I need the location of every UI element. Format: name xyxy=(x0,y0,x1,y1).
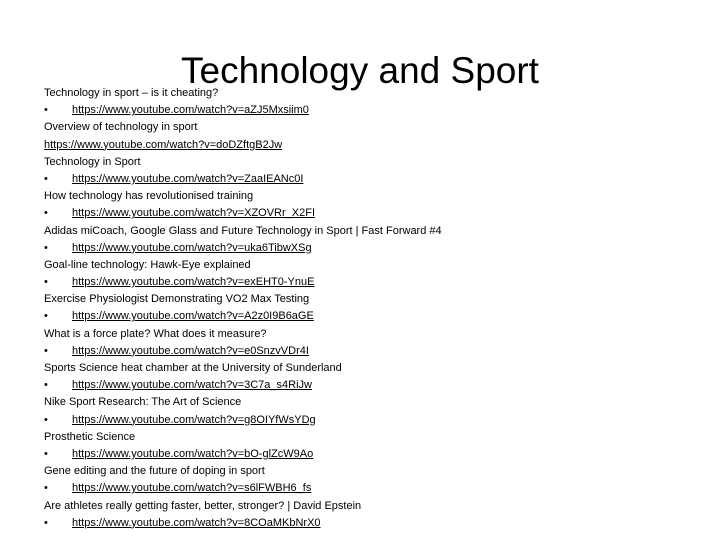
youtube-link[interactable]: https://www.youtube.com/watch?v=exEHT0-YnuE xyxy=(72,276,315,289)
video-title: Nike Sport Research: The Art of Science xyxy=(44,396,242,409)
video-link-row xyxy=(44,412,704,429)
video-title: Gene editing and the future of doping in sport xyxy=(44,465,265,478)
youtube-link[interactable]: https://www.youtube.com/watch?v=ZaaIEANc0I xyxy=(72,172,304,185)
video-link-row xyxy=(44,274,704,291)
bullet-icon: • xyxy=(44,104,48,117)
bullet-icon: • xyxy=(44,379,48,392)
video-title: Exercise Physiologist Demonstrating VO2 Max Testing xyxy=(44,293,310,306)
youtube-link[interactable]: https://www.youtube.com/watch?v=g8OIYfWsYDg xyxy=(72,413,316,426)
video-link-row xyxy=(44,308,704,325)
youtube-link[interactable]: https://www.youtube.com/watch?v=bO-glZcW9Ao xyxy=(72,447,314,460)
youtube-link[interactable]: https://www.youtube.com/watch?v=3C7a_s4RiJw xyxy=(72,379,312,392)
bullet-icon: • xyxy=(44,276,48,289)
content-body xyxy=(44,85,704,532)
video-title: How technology has revolutionised training xyxy=(44,190,254,203)
youtube-link[interactable]: https://www.youtube.com/watch?v=XZOVRr_X2FI xyxy=(72,207,316,220)
slide-title: Technology and Sport xyxy=(181,49,539,91)
youtube-link[interactable]: https://www.youtube.com/watch?v=uka6TibwXSg xyxy=(72,241,312,254)
video-link-row xyxy=(44,377,704,394)
video-link-row xyxy=(44,137,704,154)
bullet-icon: • xyxy=(44,241,48,254)
video-link-row xyxy=(44,446,704,463)
youtube-link[interactable]: https://www.youtube.com/watch?v=e0SnzvVDr4I xyxy=(72,344,309,357)
bullet-icon: • xyxy=(44,516,48,529)
video-title: Overview of technology in sport xyxy=(44,121,198,134)
video-title: Technology in Sport xyxy=(44,155,141,168)
video-link-row xyxy=(44,205,704,222)
video-title: Goal-line technology: Hawk-Eye explained xyxy=(44,258,251,271)
video-link-row xyxy=(44,515,704,532)
bullet-icon: • xyxy=(44,207,48,220)
video-title: Adidas miCoach, Google Glass and Future Technology in Sport | Fast Forward #4 xyxy=(44,224,442,237)
youtube-link[interactable]: https://www.youtube.com/watch?v=doDZftgB2Jw xyxy=(44,138,283,151)
video-link-row xyxy=(44,240,704,257)
video-title: What is a force plate? What does it measure? xyxy=(44,327,267,340)
video-title: Technology in sport – is it cheating? xyxy=(44,87,219,99)
video-title: Sports Science heat chamber at the University of Sunderland xyxy=(44,362,342,374)
video-link-row xyxy=(44,102,704,119)
video-title: Are athletes really getting faster, better, stronger? | David Epstein xyxy=(44,499,362,512)
bullet-icon: • xyxy=(44,482,48,495)
bullet-icon: • xyxy=(44,413,48,426)
video-link-row xyxy=(44,171,704,188)
youtube-link[interactable]: https://www.youtube.com/watch?v=s6lFWBH6_fs xyxy=(72,482,312,495)
video-title: Prosthetic Science xyxy=(44,430,136,443)
bullet-icon: • xyxy=(44,447,48,460)
bullet-icon: • xyxy=(44,172,48,185)
video-link-row xyxy=(44,480,704,497)
bullet-icon: • xyxy=(44,310,48,323)
youtube-link[interactable]: https://www.youtube.com/watch?v=aZJ5Mxsiim0 xyxy=(72,104,309,117)
bullet-icon: • xyxy=(44,344,48,357)
youtube-link[interactable]: https://www.youtube.com/watch?v=8COaMKbNrX0 xyxy=(72,516,321,529)
video-link-row xyxy=(44,343,704,360)
youtube-link[interactable]: https://www.youtube.com/watch?v=A2z0I9B6aGE xyxy=(72,310,314,323)
